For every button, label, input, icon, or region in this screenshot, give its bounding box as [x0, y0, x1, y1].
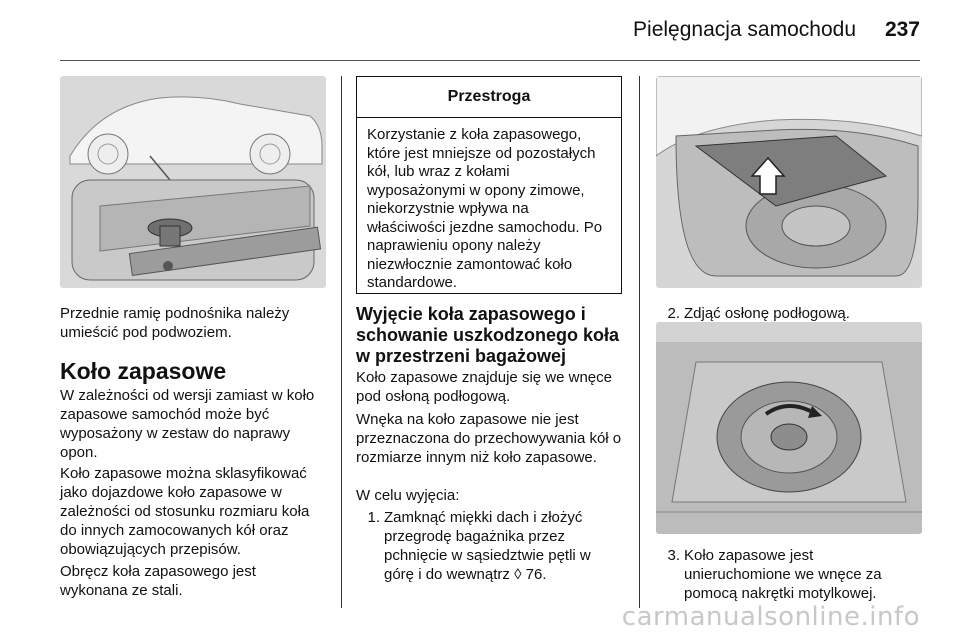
page-header — [0, 0, 960, 62]
step-item — [656, 546, 922, 603]
step-text: Koło zapasowe jest unieruchomione we wnęce za pomocą nakrętki motylkowej. — [684, 547, 882, 602]
section-heading: Koło zapasowe — [60, 358, 227, 384]
step-text: Zdjąć osłonę podłogową. — [684, 305, 850, 322]
paragraph: Wnęka na koło zapasowe nie jest przeznaczona do przechowywania kół o rozmiarze innym niż koło zapasowe. — [356, 411, 622, 466]
step-number: 1. — [367, 509, 380, 526]
step-item — [356, 508, 622, 584]
warning-title: Przestroga — [357, 77, 621, 118]
step-number: 2. — [667, 305, 680, 322]
illustration-floor-cover — [656, 76, 922, 288]
step-number: 3. — [667, 547, 680, 564]
paragraph: Koło zapasowe znajduje się we wnęce pod osłoną podłogową. — [356, 369, 612, 405]
paragraph: W celu wyjęcia: — [356, 487, 460, 504]
illustration-spare-wheel — [656, 322, 922, 534]
step-item — [656, 304, 922, 323]
header-rule — [60, 60, 920, 61]
paragraph: Koło zapasowe można sklasyfikować jako dojazdowe koło zapasowe w zależności od stosunku rozmiaru koła do innych zamocowanych kół oraz obowiązujących przepisów. — [60, 465, 310, 558]
figure-caption: Przednie ramię podnośnika należy umieścić pod podwoziem. — [60, 305, 290, 341]
watermark: carmanualsonline.info — [621, 602, 920, 632]
column-divider — [341, 76, 342, 608]
page-number: 237 — [884, 18, 920, 41]
step-text: Zamknąć miękki dach i złożyć przegrodę bagażnika przez pchnięcie w sąsiedztwie pętli w górę i do wewnątrz ◊ 76. — [384, 509, 591, 583]
subsection-heading: Wyjęcie koła zapasowego i schowanie uszkodzonego koła w przestrzeni bagażowej — [356, 304, 620, 366]
warning-body: Korzystanie z koła zapasowego, które jest mniejsze od pozostałych kół, lub wraz z kołami wyposażonymi w opony zimowe, niekorzystnie wpływa na właściwości jezdne samochodu. Po naprawieniu opony należy niezwłocznie zamontować koło standardowe. — [367, 126, 603, 291]
illustration-car-jack — [60, 76, 326, 288]
warning-box — [356, 76, 622, 294]
column-divider — [639, 76, 640, 608]
paragraph: Obręcz koła zapasowego jest wykonana ze stali. — [60, 563, 256, 599]
paragraph: W zależności od wersji zamiast w koło zapasowe samochód może być wyposażony w zestaw do naprawy opon. — [60, 387, 315, 461]
page-title: Pielęgnacja samochodu — [633, 18, 856, 41]
